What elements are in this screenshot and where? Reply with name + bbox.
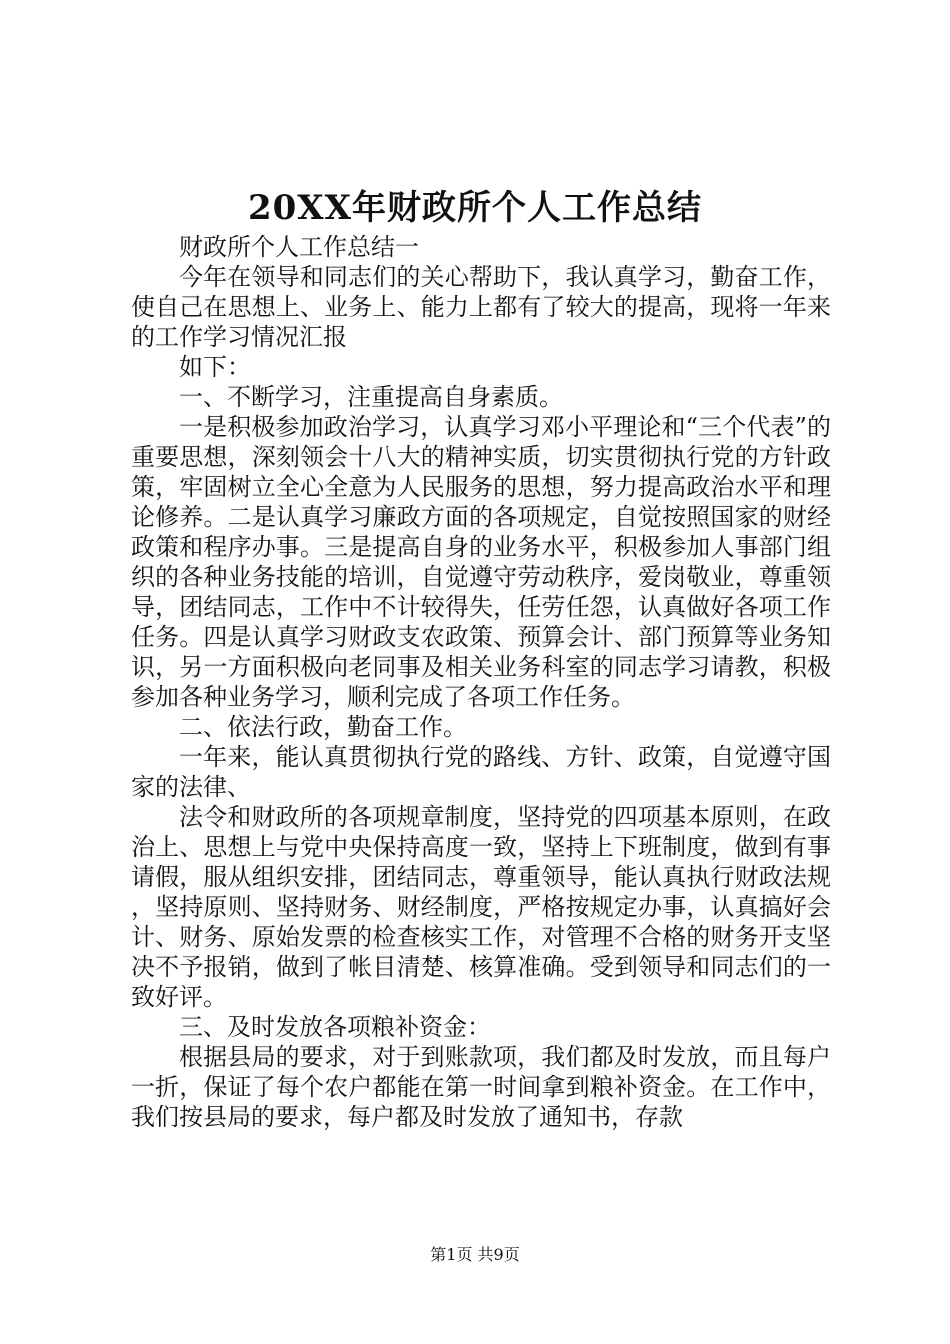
- section-heading: 财政所个人工作总结一: [179, 233, 419, 261]
- section-heading: 二、依法行政，勤奋工作。: [179, 713, 467, 741]
- section-heading: 一、不断学习，注重提高自身素质。: [179, 383, 563, 411]
- paragraph: 根据县局的要求，对于到账款项，我们都及时发放，而且每户一折，保证了每个农户都能在第一时间拿到粮补资金。在工作中，我们按县局的要求，每户都及时发放了通知书，存款: [131, 1043, 831, 1131]
- paragraph: 如下：: [179, 353, 251, 381]
- paragraph: 法令和财政所的各项规章制度，坚持党的四项基本原则，在政治上、思想上与党中央保持高度一致，坚持上下班制度，做到有事请假，服从组织安排，团结同志，尊重领导，能认真执行财政法规，坚持原则、坚持财务、财经制度，严格按规定办事，认真搞好会计、财务、原始发票的检查核实工作，对管理不合格的财务开支坚决不予报销，做到了帐目清楚、核算准确。受到领导和同志们的一致好评。: [131, 803, 831, 1011]
- section-heading: 三、及时发放各项粮补资金：: [179, 1013, 491, 1041]
- document-body: [131, 232, 831, 1132]
- page-title: 20XX年财政所个人工作总结: [247, 188, 703, 228]
- paragraph: 一年来，能认真贯彻执行党的路线、方针、政策，自觉遵守国家的法律、: [131, 743, 831, 801]
- paragraph: 一是积极参加政治学习，认真学习邓小平理论和“三个代表”的重要思想，深刻领会十八大的精神实质，切实贯彻执行党的方针政策，牢固树立全心全意为人民服务的思想，努力提高政治水平和理论修养。二是认真学习廉政方面的各项规定，自觉按照国家的财经政策和程序办事。三是提高自身的业务水平，积极参加人事部门组织的各种业务技能的培训，自觉遵守劳动秩序，爱岗敬业，尊重领导，团结同志，工作中不计较得失，任劳任怨，认真做好各项工作任务。四是认真学习财政支农政策、预算会计、部门预算等业务知识，另一方面积极向老同事及相关业务科室的同志学习请教，积极参加各种业务学习，顺利完成了各项工作任务。: [131, 413, 831, 711]
- page-number: 第1页 共9页: [430, 1245, 520, 1264]
- paragraph: 今年在领导和同志们的关心帮助下，我认真学习，勤奋工作，使自己在思想上、业务上、能力上都有了较大的提高，现将一年来的工作学习情况汇报: [131, 263, 831, 351]
